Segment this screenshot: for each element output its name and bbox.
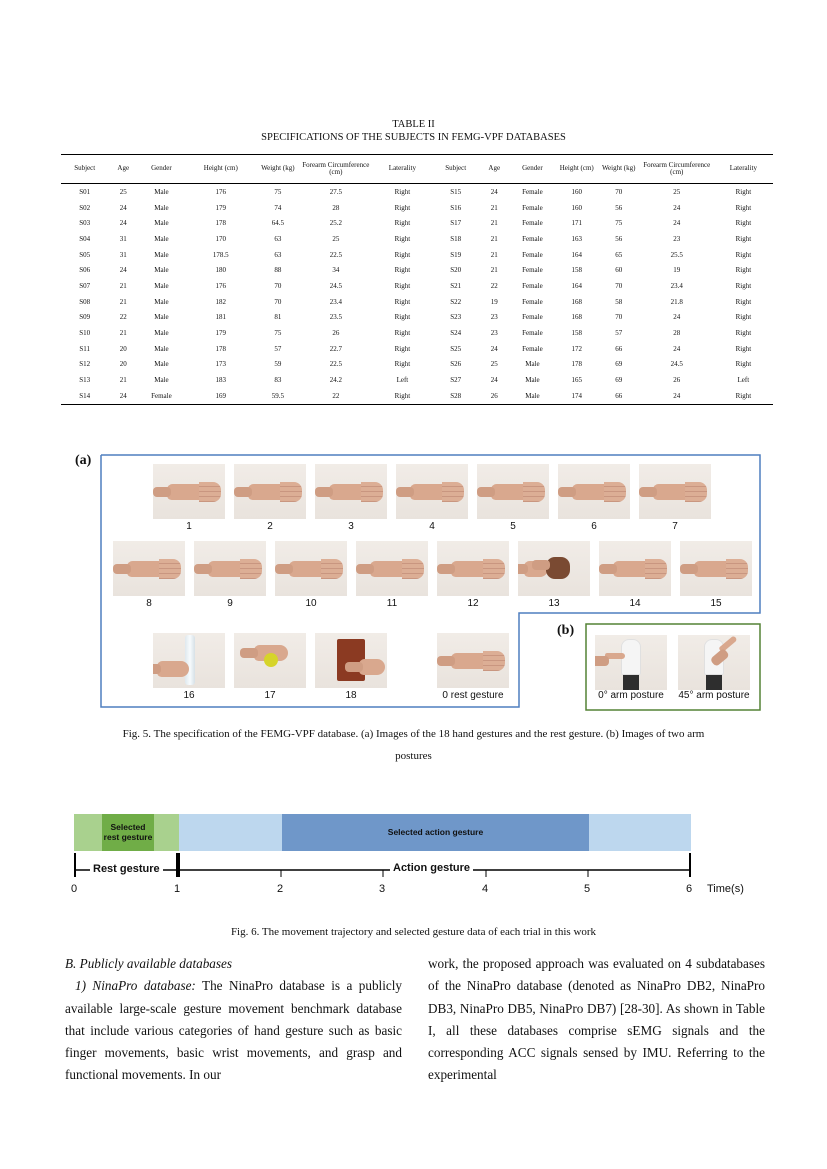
th-height-2: Height (cm) <box>556 155 598 184</box>
table-cell: 160 <box>571 203 582 212</box>
table-cell: Female <box>522 344 543 353</box>
table-cell: 20 <box>119 360 127 369</box>
table-cell: 88 <box>274 266 282 275</box>
table-cell: Right <box>394 344 411 353</box>
table-cell: S18 <box>450 234 462 243</box>
left-paragraph <box>65 975 402 1086</box>
table-cell: S19 <box>450 250 462 259</box>
table-cell: Right <box>735 297 752 306</box>
table-cell: Right <box>735 281 752 290</box>
table-cell: S08 <box>79 297 91 306</box>
gesture-image <box>477 464 549 519</box>
table-cell: 22.5 <box>329 250 342 259</box>
table-cell: 179 <box>215 203 227 212</box>
table-cell: Male <box>154 297 169 306</box>
table-cell: Male <box>154 234 169 243</box>
table-cell: Female <box>522 250 543 259</box>
table-cell: 168 <box>571 297 582 306</box>
table-cell: 31 <box>119 250 127 259</box>
table-cell: 160 <box>571 187 582 196</box>
table-cell: 180 <box>215 266 227 275</box>
table-cell: 21 <box>119 281 127 290</box>
paragraph-lead: 1) NinaPro database: <box>75 978 196 994</box>
table-cell: 172 <box>571 344 582 353</box>
table-cell: 165 <box>571 376 582 385</box>
gesture-label: 1 <box>186 521 192 532</box>
th-age-2: Age <box>479 155 509 184</box>
th-gender-2: Gender <box>509 155 556 184</box>
table-cell: 23 <box>673 234 681 243</box>
table-cell: 20 <box>119 344 127 353</box>
gesture-label: 6 <box>591 521 597 532</box>
table-cell: S03 <box>79 219 91 228</box>
table-cell: 158 <box>571 329 582 338</box>
table-cell: 24 <box>673 344 681 353</box>
table-cell: S22 <box>450 297 462 306</box>
gesture-image <box>315 464 387 519</box>
table-cell: 24 <box>490 187 498 196</box>
table-cell: 64.5 <box>271 219 284 228</box>
table-cell: S11 <box>79 344 91 353</box>
table-cell: S04 <box>79 234 91 243</box>
gesture-image <box>234 633 306 688</box>
table-cell: 70 <box>615 313 623 322</box>
table-cell: 25.5 <box>670 250 683 259</box>
table-cell: Right <box>394 313 411 322</box>
table-cell: Female <box>522 187 543 196</box>
selected-rest-label: Selected rest gesture <box>103 822 153 842</box>
gesture-image <box>437 633 509 688</box>
table-cell: 74 <box>274 203 282 212</box>
gesture-label: 15 <box>710 598 722 609</box>
table-cell: 179 <box>215 329 227 338</box>
table-cell: 164 <box>571 281 582 290</box>
table-cell: 70 <box>615 187 623 196</box>
table-cell: 60 <box>615 266 623 275</box>
table-cell: Female <box>522 281 543 290</box>
table-cell: Male <box>154 281 169 290</box>
table-cell: 26 <box>332 329 340 338</box>
table-cell: 75 <box>274 329 282 338</box>
table-cell: 170 <box>215 234 227 243</box>
gesture-label: 4 <box>429 521 435 532</box>
table-cell: 24 <box>119 219 127 228</box>
th-height: Height (cm) <box>185 155 257 184</box>
gesture-image <box>558 464 630 519</box>
table-cell: Female <box>522 234 543 243</box>
table-cell: 26 <box>673 376 681 385</box>
table-cell: 63 <box>274 234 282 243</box>
table-cell: Male <box>154 329 169 338</box>
th-weight-2: Weight (kg) <box>598 155 640 184</box>
table-cell: 22 <box>490 281 498 290</box>
gesture-label: 14 <box>629 598 641 609</box>
gesture-image <box>153 464 225 519</box>
table-cell: 22.5 <box>329 360 342 369</box>
table-cell: S06 <box>79 266 91 275</box>
table-cell: 34 <box>332 266 340 275</box>
table-cell: 21 <box>490 219 498 228</box>
table-cell: 174 <box>556 388 598 404</box>
table-cell: Right <box>373 388 432 404</box>
table-cell: Female <box>522 203 543 212</box>
table-cell: Right <box>394 360 411 369</box>
table-cell: 56 <box>615 234 623 243</box>
table-cell: S26 <box>450 360 462 369</box>
table-cell: 21 <box>490 266 498 275</box>
table-cell: Female <box>522 219 543 228</box>
right-column <box>428 953 765 1087</box>
table-cell: S01 <box>79 187 91 196</box>
gesture-label: 11 <box>386 598 398 609</box>
table-cell: 24 <box>119 203 127 212</box>
table-cell: Right <box>394 234 411 243</box>
table-cell: 21 <box>119 297 127 306</box>
th-forearm-2: Forearm Circumference (cm) <box>640 155 714 184</box>
gesture-image <box>680 541 752 596</box>
table-cell: Right <box>735 203 752 212</box>
table-cell: S21 <box>450 281 462 290</box>
table-cell: Right <box>735 329 752 338</box>
gesture-label: 12 <box>467 598 479 609</box>
rest-gesture-bracket-label: Rest gesture <box>90 863 163 875</box>
table-cell: 21 <box>490 203 498 212</box>
table-cell: Female <box>522 266 543 275</box>
table-cell: S27 <box>450 376 462 385</box>
table-cell: Right <box>735 344 752 353</box>
table-cell: 24.5 <box>329 281 342 290</box>
table-cell: S24 <box>450 329 462 338</box>
gesture-label: 3 <box>348 521 354 532</box>
table-cell: Right <box>735 250 752 259</box>
arm-posture-image <box>595 635 667 690</box>
gesture-label: 13 <box>548 598 560 609</box>
table-cell: 75 <box>274 187 282 196</box>
gesture-image <box>315 633 387 688</box>
gesture-image <box>639 464 711 519</box>
th-subject-2: Subject <box>432 155 479 184</box>
table-cell: 57 <box>274 344 282 353</box>
table-cell: 25.2 <box>329 219 342 228</box>
table-cell: 27.5 <box>329 187 342 196</box>
table-cell: 70 <box>274 281 282 290</box>
table-cell: 25 <box>673 187 681 196</box>
tick-4: 4 <box>482 883 489 895</box>
table-cell: Right <box>394 297 411 306</box>
table-cell: 24 <box>490 344 498 353</box>
table-cell: S07 <box>79 281 91 290</box>
table-cell: 23 <box>490 329 498 338</box>
fig5-caption-line1: Fig. 5. The specification of the FEMG-VPF database. (a) Images of the 18 hand gestures and the rest gesture. (b) Images of two arm <box>122 728 705 740</box>
th-forearm: Forearm Circumference (cm) <box>299 155 373 184</box>
table-cell: 21 <box>119 329 127 338</box>
table-cell: 178 <box>215 219 227 228</box>
table-cell: 178 <box>571 360 582 369</box>
table-cell: 25 <box>490 360 498 369</box>
table-cell: S25 <box>450 344 462 353</box>
table-cell: 171 <box>571 219 582 228</box>
table-cell: 173 <box>215 360 227 369</box>
table-cell: 176 <box>215 281 227 290</box>
table-cell: 58 <box>615 297 623 306</box>
table-cell: Right <box>735 313 752 322</box>
gesture-label: 18 <box>345 690 357 701</box>
table-cell: 24 <box>673 219 681 228</box>
table-cell: S16 <box>450 203 462 212</box>
table-cell: Right <box>735 266 752 275</box>
table-cell: 65 <box>615 250 623 259</box>
gesture-image <box>396 464 468 519</box>
table-cell: 59.5 <box>257 388 299 404</box>
table-cell: 164 <box>571 250 582 259</box>
table-cell: 57 <box>615 329 623 338</box>
table-cell: Male <box>154 266 169 275</box>
table-cell: S20 <box>450 266 462 275</box>
th-laterality: Laterality <box>373 155 432 184</box>
table-cell: Male <box>154 360 169 369</box>
fig5-label-b: (b) <box>557 623 575 638</box>
table-title: SPECIFICATIONS OF THE SUBJECTS IN FEMG-VPF DATABASES <box>261 132 566 143</box>
table-cell: 169 <box>185 388 257 404</box>
gesture-label: 5 <box>510 521 516 532</box>
table-cell: S28 <box>432 388 479 404</box>
table-cell: 183 <box>215 376 227 385</box>
table-cell: Left <box>737 376 750 385</box>
table-cell: 168 <box>571 313 582 322</box>
table-cell: Right <box>714 388 773 404</box>
table-cell: 25 <box>119 187 127 196</box>
table-cell: 28 <box>332 203 340 212</box>
table-cell: S05 <box>79 250 91 259</box>
arm-posture-label: 0° arm posture <box>598 690 664 701</box>
table-cell: Male <box>509 388 556 404</box>
tick-5: 5 <box>584 883 591 895</box>
table-cell: Right <box>394 187 411 196</box>
th-subject: Subject <box>61 155 108 184</box>
table-cell: Female <box>138 388 185 404</box>
table-cell: 25 <box>332 234 340 243</box>
table-cell: 24 <box>108 388 138 404</box>
table-cell: 63 <box>274 250 282 259</box>
gesture-image <box>275 541 347 596</box>
table-cell: Left <box>396 376 409 385</box>
table-cell: 21 <box>490 234 498 243</box>
gesture-image <box>599 541 671 596</box>
gesture-label: 16 <box>183 690 195 701</box>
action-gesture-bracket-label: Action gesture <box>390 862 473 874</box>
fig5-label-a: (a) <box>75 453 92 468</box>
table-cell: 24 <box>490 376 498 385</box>
table-cell: 24 <box>119 266 127 275</box>
table-cell: 23 <box>490 313 498 322</box>
table-cell: Male <box>154 219 169 228</box>
table-cell: Right <box>735 219 752 228</box>
selected-action-label: Selected action gesture <box>387 827 484 837</box>
th-weight: Weight (kg) <box>257 155 299 184</box>
table-cell: 70 <box>615 281 623 290</box>
table-cell: Right <box>394 203 411 212</box>
gesture-image <box>194 541 266 596</box>
table-cell: Right <box>735 234 752 243</box>
table-cell: 22 <box>299 388 373 404</box>
table-cell: Right <box>394 329 411 338</box>
th-age: Age <box>108 155 138 184</box>
table-cell: S15 <box>450 187 462 196</box>
section-heading: B. Publicly available databases <box>65 956 233 971</box>
table-cell: Male <box>154 376 169 385</box>
table-cell: S23 <box>450 313 462 322</box>
tick-3: 3 <box>379 883 386 895</box>
table-cell: 56 <box>615 203 623 212</box>
th-gender: Gender <box>138 155 185 184</box>
table-cell: 23.4 <box>329 297 342 306</box>
table-cell: 181 <box>215 313 227 322</box>
table-cell: S02 <box>79 203 91 212</box>
gesture-label: 0 rest gesture <box>442 690 504 701</box>
gesture-image <box>356 541 428 596</box>
table-cell: Female <box>522 329 543 338</box>
table-cell: S14 <box>61 388 108 404</box>
table-cell: Right <box>394 281 411 290</box>
gesture-image <box>518 541 590 596</box>
table-cell: Right <box>735 187 752 196</box>
gesture-label: 2 <box>267 521 273 532</box>
table-cell: 59 <box>274 360 282 369</box>
table-cell: Right <box>394 250 411 259</box>
table-cell: 178.5 <box>212 250 229 259</box>
table-cell: 22.7 <box>329 344 342 353</box>
table-cell: Male <box>525 376 540 385</box>
table-cell: 31 <box>119 234 127 243</box>
table-cell: 176 <box>215 187 227 196</box>
table-cell: S13 <box>79 376 91 385</box>
table-cell: 28 <box>673 329 681 338</box>
right-paragraph: work, the proposed approach was evaluated on 4 subdatabases of the NinaPro database (denoted as NinaPro DB2, NinaPro DB3, NinaPro DB5, NinaPro DB7) [28-30]. As shown in Table I, all these databases comprise sEMG signals and the corresponding ACC signals sensed by IMU. Referring to the experimental <box>428 956 765 1083</box>
table-cell: Female <box>522 297 543 306</box>
left-column <box>65 953 402 1087</box>
table-cell: 24 <box>673 313 681 322</box>
table-cell: S17 <box>450 219 462 228</box>
tick-6: 6 <box>686 883 693 895</box>
table-cell: 24 <box>640 388 714 404</box>
table-cell: S10 <box>79 329 91 338</box>
table-cell: 70 <box>274 297 282 306</box>
tick-1: 1 <box>174 883 181 895</box>
gesture-image <box>153 633 225 688</box>
table-cell: 66 <box>615 344 623 353</box>
table-cell: 158 <box>571 266 582 275</box>
table-cell: Male <box>525 360 540 369</box>
table-cell: 66 <box>598 388 640 404</box>
gesture-image <box>437 541 509 596</box>
gesture-image <box>113 541 185 596</box>
gesture-label: 17 <box>264 690 276 701</box>
tick-0: 0 <box>71 883 78 895</box>
table-cell: S09 <box>79 313 91 322</box>
gesture-label: 9 <box>227 598 233 609</box>
table-cell: 83 <box>274 376 282 385</box>
gesture-label: 8 <box>146 598 152 609</box>
fig5-caption-line2: postures <box>395 750 432 762</box>
gesture-label: 7 <box>672 521 678 532</box>
left-paragraph-text: The NinaPro database is a publicly available large-scale gesture movement benchmark database that include various categories of hand gesture such as basic finger movements, basic wrist movements, and grasp and functional movements. In our <box>65 978 402 1083</box>
table-cell: 22 <box>119 313 127 322</box>
table-cell: Male <box>154 344 169 353</box>
gesture-label: 10 <box>305 598 317 609</box>
table-cell: 21.8 <box>670 297 683 306</box>
table-cell: Female <box>522 313 543 322</box>
table-cell: Right <box>394 219 411 228</box>
table-cell: 26 <box>479 388 509 404</box>
table-cell: 19 <box>490 297 498 306</box>
table-cell: Right <box>735 360 752 369</box>
table-number: TABLE II <box>392 119 435 130</box>
time-unit: Time(s) <box>707 883 744 895</box>
table-cell: 69 <box>615 360 623 369</box>
table-cell: 23.4 <box>670 281 683 290</box>
arm-posture-image <box>678 635 750 690</box>
th-laterality-2: Laterality <box>714 155 773 184</box>
arm-posture-label: 45° arm posture <box>678 690 750 701</box>
fig6-caption: Fig. 6. The movement trajectory and selected gesture data of each trial in this work <box>230 926 597 938</box>
table-cell: Male <box>154 313 169 322</box>
table-cell: 24.5 <box>670 360 683 369</box>
table-cell: 81 <box>274 313 282 322</box>
table-cell: Male <box>154 203 169 212</box>
table-cell: 75 <box>615 219 623 228</box>
table-cell: 21 <box>119 376 127 385</box>
table-cell: S12 <box>79 360 91 369</box>
table-cell: 23.5 <box>329 313 342 322</box>
table-cell: Male <box>154 187 169 196</box>
table-cell: 24 <box>673 203 681 212</box>
table-cell: 19 <box>673 266 681 275</box>
tick-2: 2 <box>277 883 284 895</box>
table-cell: 24.2 <box>329 376 342 385</box>
table-cell: 69 <box>615 376 623 385</box>
table-cell: 182 <box>215 297 227 306</box>
table-cell: 21 <box>490 250 498 259</box>
gesture-image <box>234 464 306 519</box>
table-cell: Right <box>394 266 411 275</box>
table-cell: 178 <box>215 344 227 353</box>
table-cell: Male <box>154 250 169 259</box>
table-cell: 163 <box>571 234 582 243</box>
